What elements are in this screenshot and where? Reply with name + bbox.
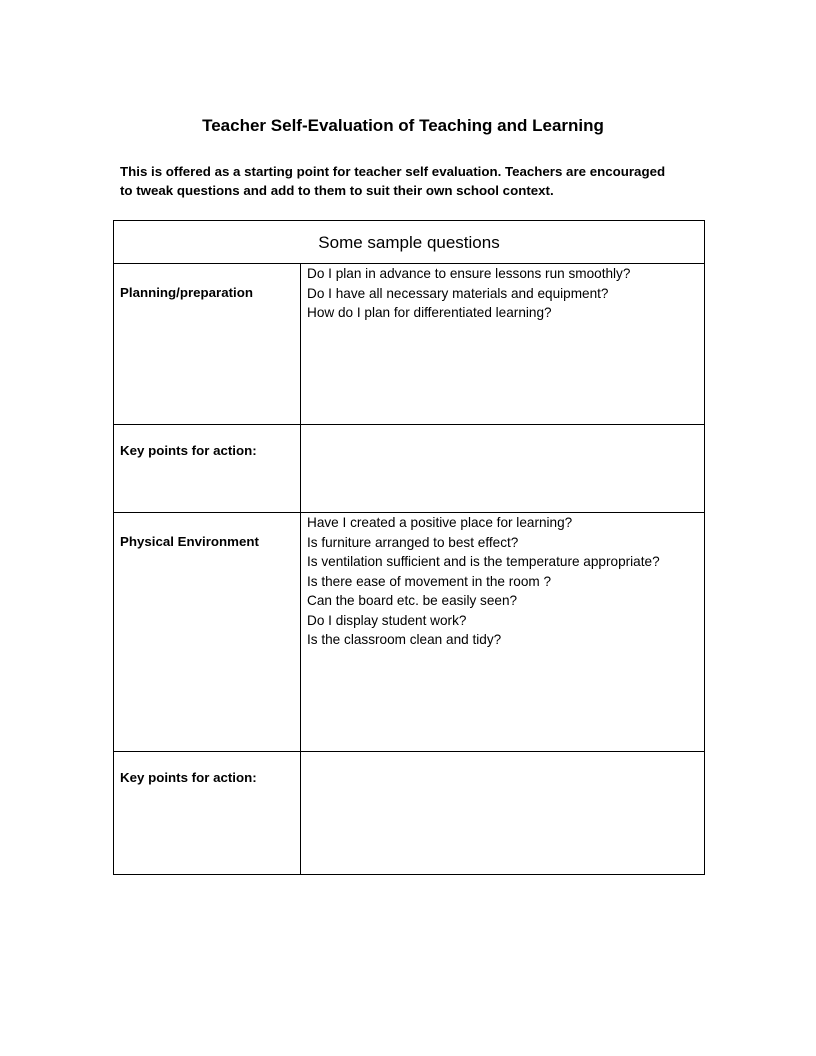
document-title: Teacher Self-Evaluation of Teaching and Learning xyxy=(202,116,604,135)
section-label: Key points for action: xyxy=(114,752,301,875)
question-item: Do I have all necessary materials and equipment? xyxy=(307,285,609,301)
question-item: Is ventilation sufficient and is the temperature appropriate? xyxy=(307,554,660,569)
table-row xyxy=(114,264,705,425)
table-header: Some sample questions xyxy=(318,233,500,252)
intro-line: to tweak questions and add to them to suit their own school context. xyxy=(120,183,554,198)
question-list xyxy=(307,513,704,650)
table-header-cell xyxy=(114,221,705,264)
question-item: How do I plan for differentiated learning? xyxy=(307,305,552,320)
table-row xyxy=(114,513,705,752)
question-item: Have I created a positive place for learning? xyxy=(307,515,573,530)
action-notes-cell[interactable] xyxy=(301,752,705,875)
evaluation-table xyxy=(113,220,705,875)
intro-paragraph xyxy=(120,162,710,200)
table-row xyxy=(114,752,705,875)
question-item: Is the classroom clean and tidy? xyxy=(307,632,502,647)
question-cell[interactable] xyxy=(301,513,705,752)
action-notes-cell[interactable] xyxy=(301,425,705,513)
question-cell[interactable] xyxy=(301,264,705,425)
table-header-row xyxy=(114,221,705,264)
question-item: Do I plan in advance to ensure lessons run smoothly? xyxy=(307,266,631,281)
question-item: Can the board etc. be easily seen? xyxy=(307,593,518,608)
section-label: Physical Environment xyxy=(114,513,301,752)
question-list xyxy=(307,264,704,323)
section-label: Planning/preparation xyxy=(114,264,301,425)
intro-line: This is offered as a starting point for teacher self evaluation. Teachers are encouraged xyxy=(120,164,666,179)
question-item: Is furniture arranged to best effect? xyxy=(307,534,519,550)
table-row xyxy=(114,425,705,513)
question-item: Is there ease of movement in the room ? xyxy=(307,573,552,589)
section-label: Key points for action: xyxy=(114,425,301,513)
question-item: Do I display student work? xyxy=(307,612,467,628)
